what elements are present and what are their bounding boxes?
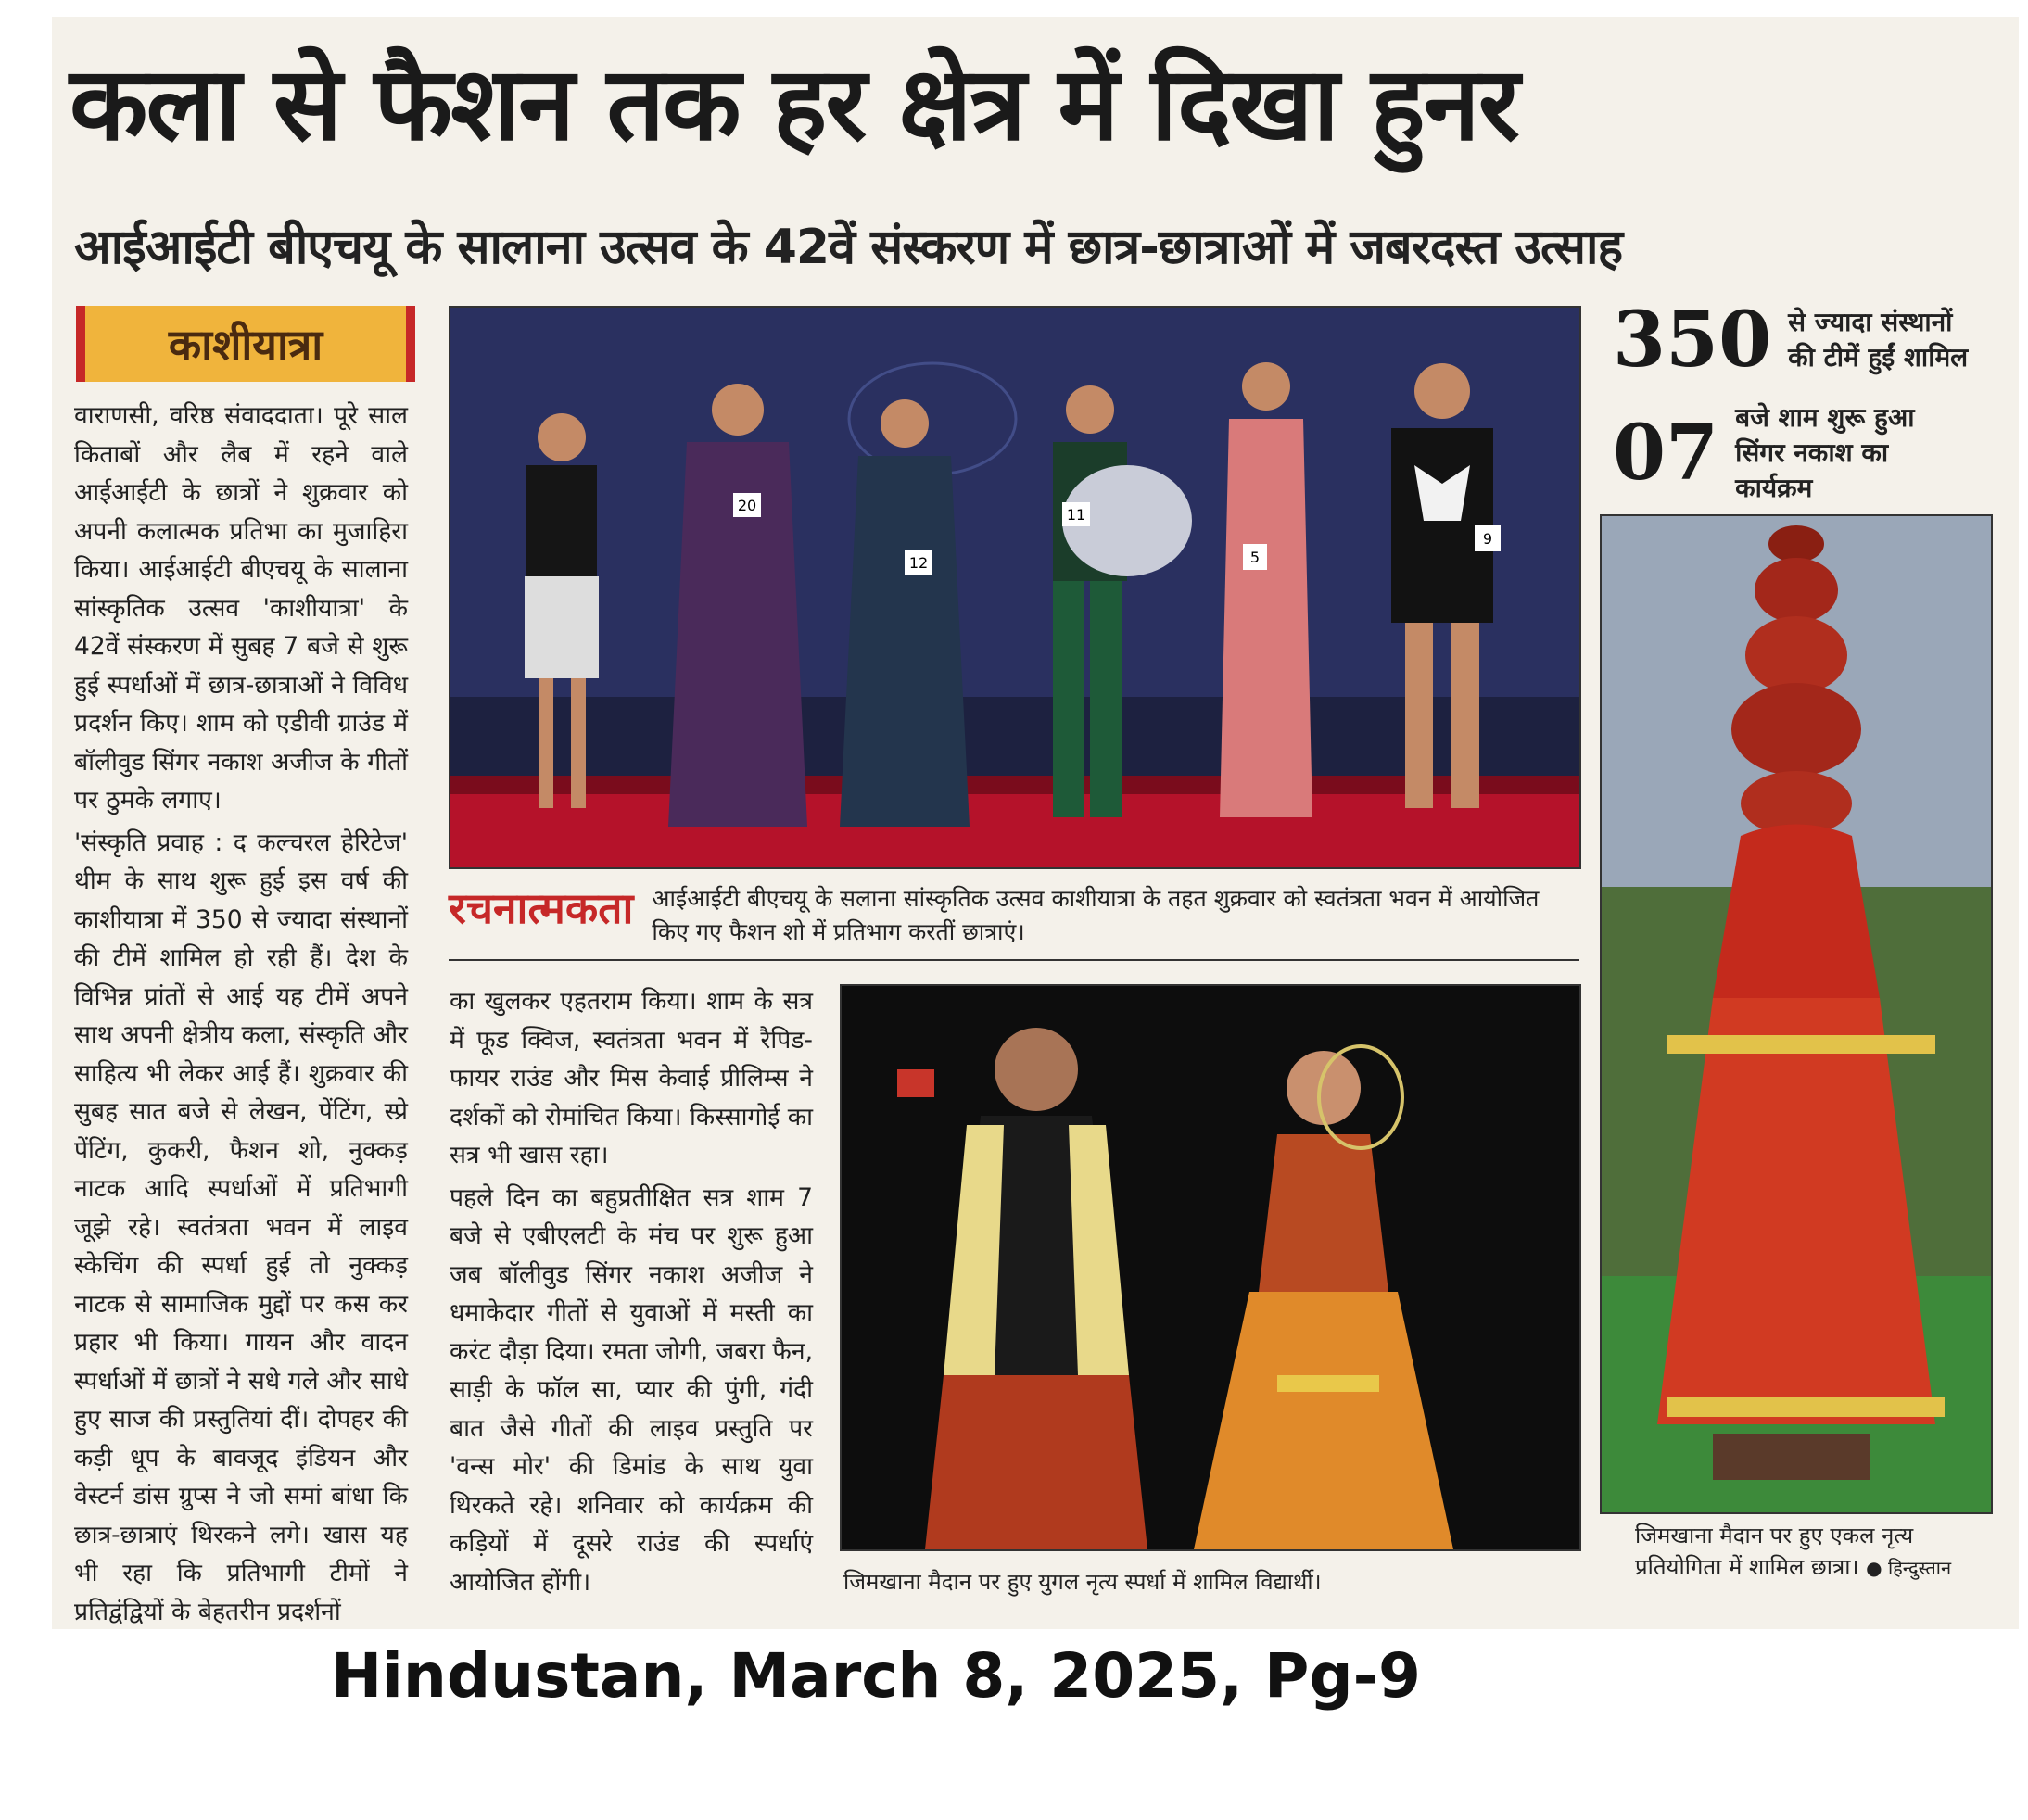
solo-caption [1635, 1520, 2006, 1584]
left-article-column [74, 397, 408, 1626]
contestant-number: 12 [908, 554, 929, 572]
stat-number: 350 [1613, 296, 1772, 385]
contestant-number: 5 [1249, 549, 1261, 566]
contestant-number: 20 [737, 497, 757, 514]
stat-time [1613, 400, 1930, 506]
duet-dance-photo [840, 984, 1581, 1551]
fashion-show-photo [449, 306, 1581, 869]
solo-caption-text: जिमखाना मैदान पर हुए एकल नृत्य प्रतियोगिता में शामिल छात्रा। [1635, 1523, 1914, 1580]
main-photo-caption [449, 880, 1579, 954]
contestant-number: 9 [1482, 530, 1493, 548]
caption-text: आईआईटी बीएचयू के सलाना सांस्कृतिक उत्सव काशीयात्रा के तहत शुक्रवार को स्वतंत्रता भवन में आयोजित किए गए फैशन शो में प्रतिभाग करतीं छात्राएं। [652, 885, 1540, 945]
article-paragraph: वाराणसी, वरिष्ठ संवाददाता। पूरे साल किताबों और लैब में रहने वाले आईआईटी के छात्रों ने शुक्रवार को अपनी कलात्मक प्रतिभा का मुजाहिरा किया। आईआईटी बीएचयू के सालाना सांस्कृतिक उत्सव 'काशीयात्रा' के 42वें संस्करण में सुबह 7 बजे से शुरू हुई स्पर्धाओं में छात्र-छात्राओं ने विविध प्रदर्शन किए। शाम को एडीवी ग्राउंड में बॉलीवुड सिंगर नकाश अजीज के गीतों पर ठुमके लगाए। [74, 401, 408, 815]
model-figure-5 [1220, 362, 1312, 817]
headline: कला से फैशन तक हर क्षेत्र में दिखा हुनर [70, 44, 1518, 163]
solo-dance-photo [1600, 514, 1993, 1514]
subheadline: आईआईटी बीएचयू के सालाना उत्सव के 42वें संस्करण में छात्र-छात्राओं में जबरदस्त उत्साह [74, 220, 1623, 275]
stat-text: बजे शाम शुरू हुआ सिंगर नकाश का कार्यक्रम [1735, 402, 1915, 503]
model-figure-2 [668, 384, 807, 827]
divider [449, 959, 1579, 961]
photo-credit: ● हिन्दुस्तान [1866, 1557, 1952, 1579]
article-paragraph: 'संस्कृति प्रवाह : द कल्चरल हेरिटेज' थीम के साथ शुरू हुई इस वर्ष की काशीयात्रा में 350 से ज्यादा संस्थानों की टीमें शामिल हो रही हैं। देश के विभिन्न प्रांतों से आई यह टीमें अपने साथ अपनी क्षेत्रीय कला, संस्कृति और साहित्य भी लेकर आई हैं। शुक्रवार की सुबह सात बजे से लेखन, पेंटिंग, स्प्रे पेंटिंग, कुकरी, फैशन शो, नुक्कड़ नाटक आदि स्पर्धाओं में प्रतिभागी जूझे रहे। स्वतंत्रता भवन में लाइव स्केचिंग की स्पर्धा हुई तो नुक्कड़ नाटक से सामाजिक मुद्दों पर कस कर प्रहार भी किया। गायन और वादन स्पर्धाओं में छात्रों ने सधे गले और साधे हुए साज की प्रस्तुतियां दीं। दोपहर की कड़ी धूप के बावजूद इंडियन और वेस्टर्न डांस ग्रुप्स ने जो समां बांधा कि छात्र-छात्राएं थिरकने लगे। खास यह भी रहा कि प्रतिभागी टीमों ने प्रतिद्वंद्वियों के बेहतरीन प्रदर्शनों [74, 828, 408, 1626]
kicker-label: काशीयात्रा [168, 320, 323, 370]
duet-caption: जिमखाना मैदान पर हुए युगल नृत्य स्पर्धा में शामिल विद्यार्थी। [843, 1569, 1322, 1595]
stat-institutions [1613, 296, 1983, 385]
stat-number: 07 [1613, 409, 1719, 498]
source-footer: Hindustan, March 8, 2025, Pg-9 [331, 1640, 1421, 1712]
middle-article-column [450, 982, 813, 1603]
model-figure-3 [840, 399, 970, 827]
article-paragraph: पहले दिन का बहुप्रतीक्षित सत्र शाम 7 बजे से एबीएलटी के मंच पर शुरू हुआ जब बॉलीवुड सिंगर नकाश अजीज ने धमाकेदार गीतों से युवाओं में मस्ती का करंट दौड़ा दिया। रमता जोगी, जबरा फैन, साड़ी के फॉल सा, प्यार की पुंगी, गंदी बात जैसे गीतों की लाइव प्रस्तुति पर 'वन्स मोर' की डिमांड के साथ युवा थिरकते रहे। शनिवार को कार्यक्रम की कड़ियों में दूसरे राउंड की स्पर्धाएं आयोजित होंगी। [450, 1182, 813, 1597]
caption-tag: रचनात्मकता [449, 883, 634, 933]
stat-text: से ज्यादा संस्थानों की टीमें हुईं शामिल [1788, 307, 1969, 373]
contestant-number: 11 [1066, 506, 1086, 524]
section-kicker [76, 306, 415, 382]
article-paragraph: का खुलकर एहतराम किया। शाम के सत्र में फूड क्विज, स्वतंत्रता भवन में रैपिड-फायर राउंड और मिस केवाई प्रीलिम्स ने दर्शकों को रोमांचित किया। किस्सागोई का सत्र भी खास रहा। [450, 987, 813, 1169]
